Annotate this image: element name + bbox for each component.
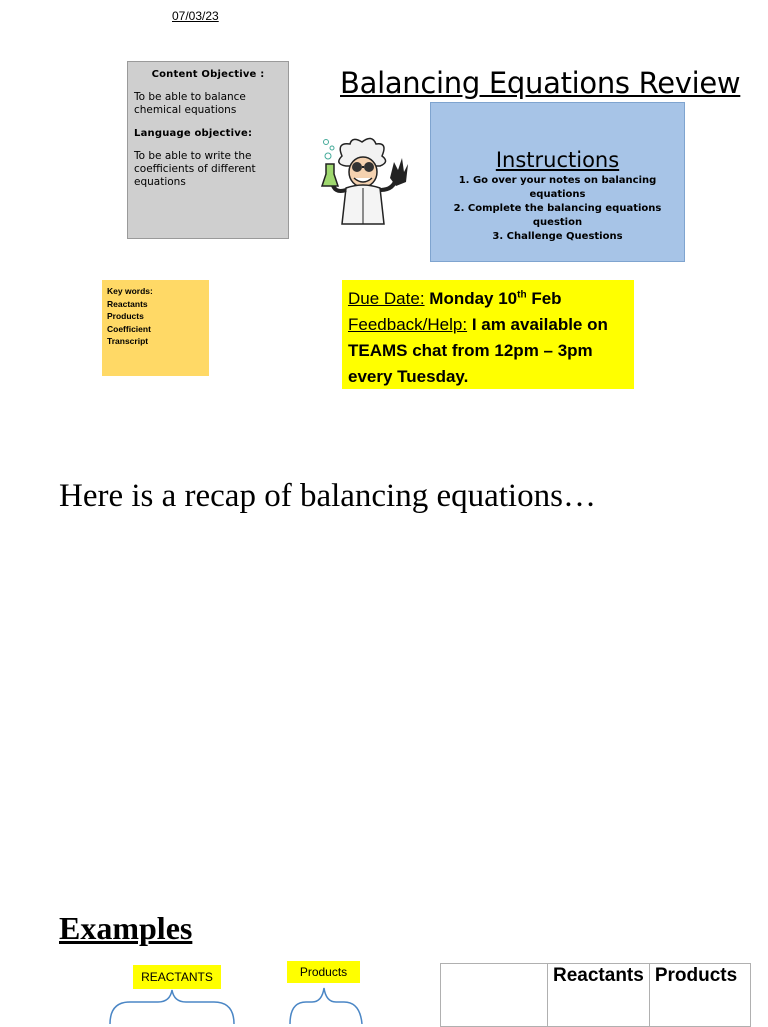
keyword-item: Reactants xyxy=(107,298,148,309)
due-date-value: Monday 10 xyxy=(429,289,518,308)
example-table xyxy=(440,963,751,1027)
instructions-box xyxy=(430,102,685,262)
table-header-products: Products xyxy=(649,964,750,1027)
recap-text: Here is a recap of balancing equations… xyxy=(59,478,596,514)
examples-heading: Examples xyxy=(59,910,193,946)
instructions-title: Instructions xyxy=(495,148,620,172)
keywords-heading: Key words: xyxy=(107,286,153,296)
table-header-reactants: Reactants xyxy=(548,964,650,1027)
content-objective-heading: Content Objective : xyxy=(151,69,265,80)
due-date-suffix: Feb xyxy=(531,289,562,308)
due-date-superscript: th xyxy=(517,289,527,301)
table-row xyxy=(441,964,751,1027)
keywords-box xyxy=(102,280,209,376)
date-label: 07/03/23 xyxy=(172,9,219,23)
language-objective-heading: Language objective: xyxy=(134,128,253,139)
instruction-item: 1. Go over your notes on balancing equations xyxy=(458,175,657,200)
keyword-item: Products xyxy=(107,311,144,321)
instructions-list xyxy=(431,174,684,244)
instruction-item: 3. Challenge Questions xyxy=(492,231,623,242)
feedback-help-text: I am available on TEAMS chat from 12pm – 3pm every Tuesday. xyxy=(348,315,608,386)
keyword-item: Transcript xyxy=(107,336,149,346)
due-date-box xyxy=(342,280,634,389)
reactants-label: REACTANTS xyxy=(133,965,221,989)
table-cell xyxy=(441,964,548,1027)
products-label: Products xyxy=(287,961,360,983)
scientist-clipart-icon xyxy=(316,134,412,226)
content-objective-text: To be able to balance chemical equations xyxy=(134,91,246,116)
language-objective-text: To be able to write the coefficients of different equations xyxy=(134,150,256,188)
page-title: Balancing Equations Review xyxy=(340,66,741,100)
objectives-box xyxy=(127,61,289,239)
feedback-help-label: Feedback/Help: xyxy=(348,315,468,334)
keyword-item: Coefficient xyxy=(107,323,151,334)
due-date-label: Due Date: xyxy=(348,289,425,308)
instruction-item: 2. Complete the balancing equations question xyxy=(453,203,662,228)
equation-braces-diagram xyxy=(100,986,390,1024)
